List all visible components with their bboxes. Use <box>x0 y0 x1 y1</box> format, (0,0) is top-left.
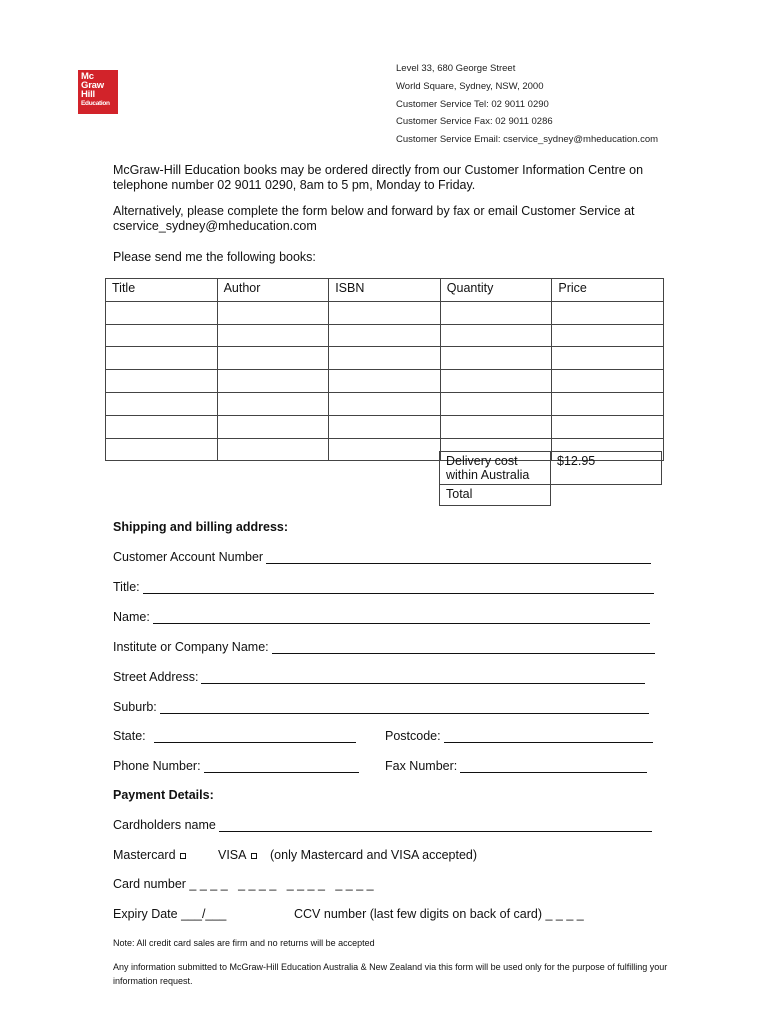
cardholder-name-line[interactable] <box>219 820 652 832</box>
total-label: Total <box>440 485 551 506</box>
intro-paragraph-1: McGraw-Hill Education books may be ordered directly from our Customer Information Centre on telephone number 02 9011 0290, 8am to 5 pm, Monday to Friday. <box>113 163 644 192</box>
visa-checkbox[interactable] <box>251 853 257 859</box>
street-address-field[interactable]: Street Address: <box>113 670 645 684</box>
address-line: Customer Service Fax: 02 9011 0286 <box>396 116 553 128</box>
suburb-field[interactable]: Suburb: <box>113 700 649 714</box>
address-line: World Square, Sydney, NSW, 2000 <box>396 80 544 92</box>
card-number-field[interactable]: Card number _ _ _ _ _ _ _ _ _ _ _ _ _ _ _ _ <box>113 877 374 891</box>
accepted-cards-note: (only Mastercard and VISA accepted) <box>270 848 478 862</box>
title-field[interactable]: Title: <box>113 580 654 594</box>
visa-option[interactable]: VISA <box>218 848 257 862</box>
phone-number-line[interactable] <box>204 761 359 773</box>
delivery-cost-value: $12.95 <box>551 452 662 485</box>
address-line: Level 33, 680 George Street <box>396 63 516 74</box>
shipping-heading: Shipping and billing address: <box>113 520 289 534</box>
table-row <box>106 301 664 324</box>
header-author: Author <box>217 279 329 302</box>
fax-number-line[interactable] <box>460 761 647 773</box>
table-row <box>106 370 664 393</box>
header-isbn: ISBN <box>329 279 441 302</box>
postcode-field[interactable]: Postcode: <box>385 729 653 743</box>
cardholder-name-field[interactable]: Cardholders name <box>113 818 652 832</box>
postcode-line[interactable] <box>444 731 653 743</box>
fax-number-field[interactable]: Fax Number: <box>385 759 647 773</box>
header-quantity: Quantity <box>440 279 552 302</box>
title-line[interactable] <box>143 582 654 594</box>
table-header-row <box>106 279 664 302</box>
table-row <box>106 347 664 370</box>
table-row <box>106 324 664 347</box>
intro-paragraph-3: Please send me the following books: <box>113 250 316 264</box>
name-field[interactable]: Name: <box>113 610 650 624</box>
table-row <box>106 392 664 415</box>
address-line: Customer Service Email: cservice_sydney@mheducation.com <box>396 134 659 146</box>
intro-paragraph-2: Alternatively, please complete the form below and forward by fax or email Customer Service at cservice_sydney@mheducation.com <box>113 204 635 233</box>
payment-heading: Payment Details: <box>113 788 214 802</box>
customer-account-field[interactable]: Customer Account Number <box>113 550 651 564</box>
suburb-line[interactable] <box>160 702 649 714</box>
header-price: Price <box>552 279 664 302</box>
address-line: Customer Service Tel: 02 9011 0290 <box>396 98 549 110</box>
mcgraw-hill-logo: Mc Graw Hill Education <box>78 70 118 114</box>
note-no-returns: Note: All credit card sales are firm and no returns will be accepted <box>113 938 375 948</box>
state-field[interactable]: State: <box>113 729 356 743</box>
expiry-date-blank[interactable]: ___/___ <box>181 907 227 921</box>
phone-number-field[interactable]: Phone Number: <box>113 759 359 773</box>
mastercard-checkbox[interactable] <box>180 853 186 859</box>
customer-account-line[interactable] <box>266 552 651 564</box>
total-value[interactable] <box>551 485 662 506</box>
totals-table <box>439 451 662 506</box>
state-line[interactable] <box>154 731 356 743</box>
table-row <box>106 415 664 438</box>
institute-line[interactable] <box>272 642 655 654</box>
mastercard-option[interactable]: Mastercard <box>113 848 186 862</box>
books-table <box>105 278 664 461</box>
institute-field[interactable]: Institute or Company Name: <box>113 640 655 654</box>
name-line[interactable] <box>153 612 650 624</box>
address-block <box>396 60 658 149</box>
note-privacy: Any information submitted to McGraw-Hill Education Australia & New Zealand via this form will be used only for the purpose of fulfilling your information request. <box>113 962 668 986</box>
ccv-field[interactable]: CCV number (last few digits on back of card) _ _ _ _ <box>294 907 584 921</box>
delivery-cost-label: Delivery cost within Australia <box>440 452 551 485</box>
street-address-line[interactable] <box>201 672 645 684</box>
expiry-date-field[interactable]: Expiry Date ___/___ <box>113 907 227 921</box>
header-title: Title <box>106 279 218 302</box>
